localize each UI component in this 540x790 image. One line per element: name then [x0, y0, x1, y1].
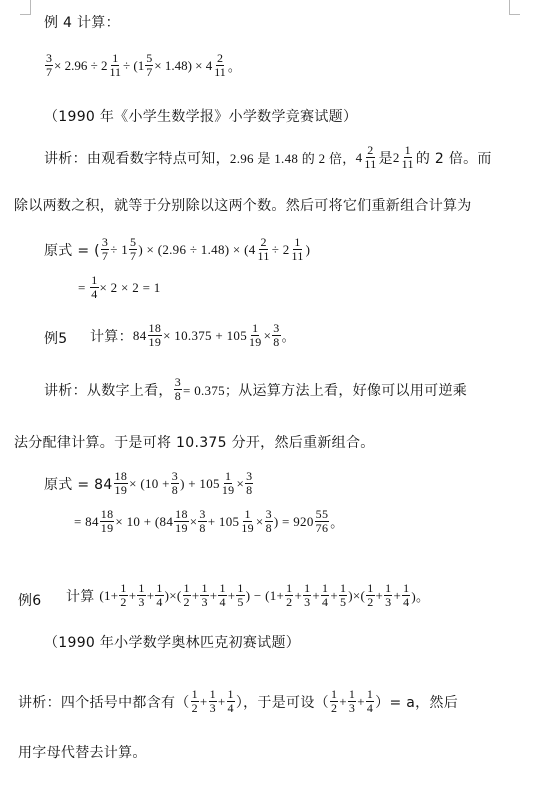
fraction-numerator: 1 [403, 581, 410, 595]
fraction [339, 582, 347, 609]
fraction [248, 322, 263, 349]
text-run: 原式 = 84 [44, 476, 113, 493]
fraction [145, 52, 153, 79]
fraction-numerator: 1 [348, 687, 356, 701]
fraction-denominator: 2 [286, 595, 293, 609]
fraction [171, 470, 179, 497]
fraction-numerator: 3 [101, 235, 109, 249]
math-run: ) + 105 [180, 475, 220, 491]
fraction-denominator: 8 [199, 521, 206, 535]
fraction-numerator: 1 [112, 51, 119, 65]
math-run: ) [305, 241, 311, 257]
fraction-denominator: 3 [138, 595, 145, 609]
fraction-denominator: 3 [385, 595, 392, 609]
ex6-heading: 例6 [18, 593, 42, 609]
fraction-numerator: 55 [315, 507, 329, 521]
fraction-denominator: 11 [291, 249, 304, 263]
fraction-numerator: 1 [224, 469, 232, 483]
fraction-numerator: 1 [191, 687, 198, 701]
math-run: + [209, 587, 218, 603]
fraction-denominator: 3 [304, 595, 311, 609]
fraction [348, 688, 356, 715]
fraction-denominator: 8 [273, 335, 280, 349]
fraction-numerator: 1 [294, 235, 301, 249]
math-run: 。 [330, 515, 344, 530]
math-run: )×( [348, 587, 366, 603]
fraction [315, 508, 330, 535]
fraction-denominator: 4 [227, 701, 234, 715]
math-run: ÷ 2 [271, 241, 290, 257]
fraction [129, 236, 137, 263]
fraction [114, 470, 129, 497]
fraction-denominator: 2 [120, 595, 127, 609]
fraction [119, 582, 127, 609]
fraction-denominator: 76 [315, 521, 329, 535]
fraction-numerator: 1 [138, 581, 145, 595]
fraction-numerator: 1 [156, 581, 163, 595]
fraction-denominator: 19 [241, 521, 254, 535]
fraction-numerator: 2 [217, 51, 224, 65]
text-run: 从运算方法上看，好像可以用可逆乘 [238, 382, 468, 399]
ex5-expression [90, 322, 295, 349]
ex5-heading: 例5 [44, 331, 68, 347]
ex6-expression [66, 582, 429, 609]
fraction-numerator: 3 [171, 469, 179, 483]
text-run: 讲析：从数字上看， [44, 382, 173, 399]
fraction-denominator: 8 [174, 389, 182, 403]
math-run: + [330, 587, 338, 603]
fraction [227, 688, 235, 715]
math-run: 。 [227, 59, 241, 74]
text-run: 讲析：四个括号中都含有（ [18, 694, 190, 711]
fraction-denominator: 4 [322, 595, 329, 609]
fraction-denominator: 19 [249, 335, 262, 349]
fraction [257, 236, 271, 263]
fraction-denominator: 2 [183, 595, 190, 609]
ex6-analysis-line1 [18, 688, 458, 715]
math-run: 4 [355, 149, 363, 165]
fraction [218, 582, 226, 609]
fraction [90, 274, 98, 301]
fraction-denominator: 19 [175, 521, 188, 535]
fraction-numerator: 3 [174, 375, 182, 389]
fraction-numerator: 1 [227, 687, 234, 701]
fraction-numerator: 1 [330, 687, 338, 701]
fraction-denominator: 4 [219, 595, 226, 609]
fraction-denominator: 19 [148, 335, 162, 349]
text-run: 是 [378, 150, 393, 167]
fraction-numerator: 1 [339, 581, 347, 595]
fraction [402, 582, 410, 609]
fraction [272, 322, 280, 349]
fraction-denominator: 2 [330, 701, 338, 715]
fraction-numerator: 1 [244, 507, 251, 521]
math-run: + [199, 693, 208, 709]
math-run: + [191, 587, 200, 603]
fraction-numerator: 5 [146, 51, 153, 65]
math-run: × [255, 513, 264, 529]
fraction-numerator: 1 [322, 581, 329, 595]
math-run: × (10 + [129, 475, 170, 491]
math-run: + [227, 587, 236, 603]
fraction [155, 582, 163, 609]
fraction-denominator: 4 [91, 287, 98, 301]
ex6-analysis-line2: 用字母代替去计算。 [18, 745, 147, 761]
fraction-denominator: 11 [401, 157, 414, 171]
fraction-numerator: 1 [385, 581, 392, 595]
math-run: )×( [164, 587, 182, 603]
fraction-numerator: 1 [367, 581, 374, 595]
text-run: 计算 [66, 588, 100, 605]
math-run: × 10.375 + 105 [163, 327, 247, 343]
fraction-denominator: 3 [209, 701, 216, 715]
fraction [240, 508, 255, 535]
text-run: 讲析：由观看数字特点可知， [44, 150, 230, 167]
fraction-denominator: 19 [114, 483, 128, 497]
fraction-numerator: 2 [260, 235, 267, 249]
ex4-solution-line1 [44, 236, 310, 263]
fraction [363, 144, 377, 171]
fraction-denominator: 4 [156, 595, 163, 609]
ex5-analysis-line1 [44, 376, 467, 403]
math-run: + 105 [207, 513, 240, 529]
math-run: = 84 [74, 513, 99, 529]
text-run: 的 2 倍。而 [415, 150, 492, 167]
fraction-denominator: 8 [265, 521, 272, 535]
fraction-numerator: 18 [175, 507, 188, 521]
fraction-numerator: 18 [148, 321, 162, 335]
fraction [401, 144, 415, 171]
fraction [209, 688, 217, 715]
fraction [303, 582, 311, 609]
text-run: 原式 = ( [44, 242, 100, 259]
math-run: × [263, 327, 272, 343]
fraction [236, 582, 244, 609]
math-run: + [217, 693, 226, 709]
fraction-denominator: 2 [191, 701, 198, 715]
math-run: )。 [411, 589, 430, 604]
text-run: ）= a，然后 [375, 694, 459, 711]
fraction-numerator: 5 [130, 235, 137, 249]
fraction-denominator: 4 [403, 595, 410, 609]
fraction [174, 508, 189, 535]
math-run: (1+ [99, 587, 119, 603]
fraction [245, 470, 253, 497]
fraction [45, 52, 53, 79]
ex4-analysis-line2: 除以两数之积，就等于分别除以这两个数。然后可将它们重新组合计算为 [14, 198, 472, 214]
fraction-numerator: 18 [114, 469, 128, 483]
fraction [100, 508, 115, 535]
fraction-numerator: 3 [273, 321, 280, 335]
math-run: × [236, 475, 245, 491]
fraction-numerator: 1 [201, 581, 208, 595]
fraction [285, 582, 293, 609]
fraction [265, 508, 273, 535]
page-corner-mark-right [509, 0, 520, 15]
math-run: + [146, 587, 155, 603]
fraction [191, 688, 199, 715]
fraction [221, 470, 236, 497]
fraction-denominator: 5 [237, 595, 244, 609]
math-run: × 2.96 ÷ 2 [54, 57, 108, 73]
math-run: + [375, 587, 384, 603]
fraction [366, 688, 374, 715]
fraction-denominator: 8 [171, 483, 179, 497]
fraction-numerator: 18 [100, 507, 114, 521]
math-run: × 2 × 2 = 1 [99, 279, 161, 295]
ex5-analysis-line2: 法分配律计算。于是可将 10.375 分开，然后重新组合。 [14, 435, 375, 451]
fraction-denominator: 19 [221, 483, 235, 497]
fraction [366, 582, 374, 609]
fraction-numerator: 3 [246, 469, 253, 483]
fraction [108, 52, 122, 79]
fraction-denominator: 3 [348, 701, 356, 715]
fraction [213, 52, 227, 79]
fraction-numerator: 1 [286, 581, 293, 595]
fraction-numerator: 3 [46, 51, 52, 65]
fraction-denominator: 3 [201, 595, 208, 609]
math-run: ) × (2.96 ÷ 1.48) × (4 [138, 241, 256, 257]
math-run: ÷ 1 [110, 241, 129, 257]
math-run: + [128, 587, 137, 603]
fraction-numerator: 1 [219, 581, 226, 595]
fraction-denominator: 8 [246, 483, 253, 497]
page-corner-mark-left [20, 0, 31, 15]
fraction-denominator: 7 [130, 249, 137, 263]
ex6-source: （1990 年小学数学奥林匹克初赛试题） [44, 635, 301, 651]
math-run: ÷ (1 [123, 57, 145, 73]
ex5-solution-line1 [44, 470, 254, 497]
fraction-denominator: 11 [364, 157, 377, 171]
ex4-solution-line2 [78, 274, 161, 301]
ex4-source: （1990 年《小学生数学报》小学数学竞赛试题） [44, 109, 358, 125]
fraction-denominator: 11 [214, 65, 226, 79]
fraction [101, 236, 109, 263]
fraction-denominator: 5 [339, 595, 347, 609]
fraction [137, 582, 145, 609]
fraction [198, 508, 206, 535]
fraction-denominator: 7 [146, 65, 153, 79]
math-run: ) − (1+ [245, 587, 285, 603]
fraction [321, 582, 329, 609]
math-run: ) = 920 [273, 513, 314, 529]
fraction-denominator: 19 [100, 521, 114, 535]
math-run: + [312, 587, 321, 603]
fraction-numerator: 1 [237, 581, 244, 595]
fraction [330, 688, 338, 715]
math-run: + [357, 693, 365, 709]
math-run: = [78, 279, 90, 295]
fraction [291, 236, 305, 263]
math-run: 2 [392, 149, 400, 165]
math-run: + [339, 693, 347, 709]
fraction-numerator: 1 [209, 687, 216, 701]
math-run: × 10 + (84 [115, 513, 174, 529]
fraction-numerator: 2 [367, 143, 374, 157]
math-run: + [294, 587, 303, 603]
math-run: + [393, 587, 402, 603]
ex4-heading: 例 4 计算： [44, 15, 120, 31]
math-run: 。 [281, 329, 295, 344]
fraction-denominator: 7 [101, 249, 109, 263]
fraction [174, 376, 182, 403]
ex4-analysis-line1 [44, 144, 492, 171]
fraction-denominator: 11 [109, 65, 122, 79]
fraction-denominator: 4 [366, 701, 374, 715]
fraction-numerator: 1 [304, 581, 311, 595]
fraction-numerator: 1 [366, 687, 374, 701]
math-run: 2.96 是 1.48 的 2 倍， [229, 151, 356, 166]
fraction [200, 582, 208, 609]
fraction-denominator: 11 [257, 249, 270, 263]
math-run: 84 [132, 327, 147, 343]
fraction [148, 322, 163, 349]
math-run: × 1.48) × 4 [154, 57, 213, 73]
fraction [384, 582, 392, 609]
fraction-numerator: 1 [91, 273, 98, 287]
math-run: = 0.375； [183, 383, 239, 398]
fraction-numerator: 3 [265, 507, 272, 521]
fraction-denominator: 7 [46, 65, 52, 79]
math-run: × [189, 513, 198, 529]
ex4-expression [44, 52, 241, 79]
text-run: ），于是可设（ [235, 694, 329, 711]
text-run: 计算： [90, 328, 133, 345]
fraction-denominator: 2 [367, 595, 374, 609]
ex5-solution-line2 [74, 508, 344, 535]
fraction-numerator: 3 [199, 507, 206, 521]
fraction-numerator: 1 [183, 581, 190, 595]
fraction [183, 582, 191, 609]
fraction-numerator: 1 [404, 143, 411, 157]
fraction-numerator: 1 [120, 581, 127, 595]
fraction-numerator: 1 [252, 321, 259, 335]
